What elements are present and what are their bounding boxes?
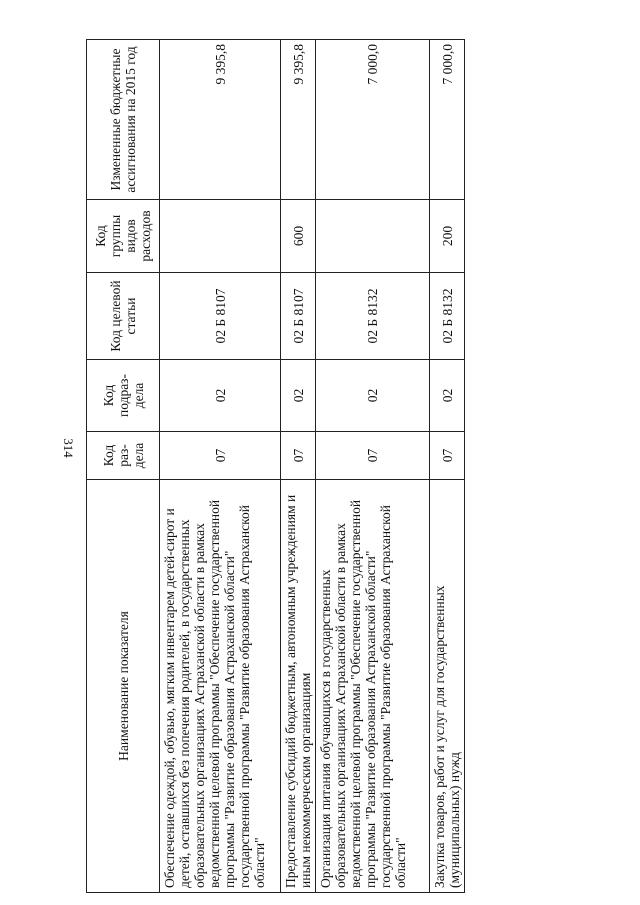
row-podrazdel: 02 [281,360,316,432]
row-amount: 7 000,0 [430,40,465,200]
row-amount: 9 395,8 [160,40,281,200]
row-statya: 02 Б 8107 [281,273,316,360]
budget-table [86,39,465,893]
table-header-row [87,40,160,893]
table-row [160,40,281,893]
header-statya: Код целевой статьи [87,273,160,360]
row-name: Организация питания обучающихся в государственных образовательных организациях Астраханской области в рамках ведомственной целевой программы "Обеспечение государственной программы "Развитие образования Астраханской области" государственной программы "Развитие образования Астраханской области" [316,480,430,893]
header-name: Наименование показателя [87,480,160,893]
header-podrazdel: Код подраз-дела [87,360,160,432]
table-row [316,40,430,893]
row-podrazdel: 02 [160,360,281,432]
row-razdel: 07 [430,432,465,480]
row-name: Предоставление субсидий бюджетным, автономным учреждениям и иным некоммерческим организациям [281,480,316,893]
row-razdel: 07 [316,432,430,480]
table-row [430,40,465,893]
row-amount: 7 000,0 [316,40,430,200]
budget-table-container [86,40,463,893]
row-vid [316,200,430,273]
row-vid [160,200,281,273]
row-amount: 9 395,8 [281,40,316,200]
row-razdel: 07 [160,432,281,480]
table-row [281,40,316,893]
row-podrazdel: 02 [430,360,465,432]
row-name: Обеспечение одеждой, обувью, мягким инвентарем детей-сирот и детей, оставшихся без попечения родителей, в государственных образовательных организациях Астраханской области в рамках ведомственной целевой программы "Обеспечение государственной программы "Развитие образования Астраханской области" государственной программы "Развитие образования Астраханской области" [160,480,281,893]
row-statya: 02 Б 8132 [430,273,465,360]
header-razdel: Код раз-дела [87,432,160,480]
page-number: 314 [61,438,76,458]
row-name: Закупка товаров, работ и услуг для государственных (муниципальных) нужд [430,480,465,893]
header-vid: Код группы видов расходов [87,200,160,273]
row-vid: 600 [281,200,316,273]
row-statya: 02 Б 8132 [316,273,430,360]
row-razdel: 07 [281,432,316,480]
header-amount: Измененные бюджетные ассигнования на 2015 год [87,40,160,200]
row-podrazdel: 02 [316,360,430,432]
row-vid: 200 [430,200,465,273]
row-statya: 02 Б 8107 [160,273,281,360]
